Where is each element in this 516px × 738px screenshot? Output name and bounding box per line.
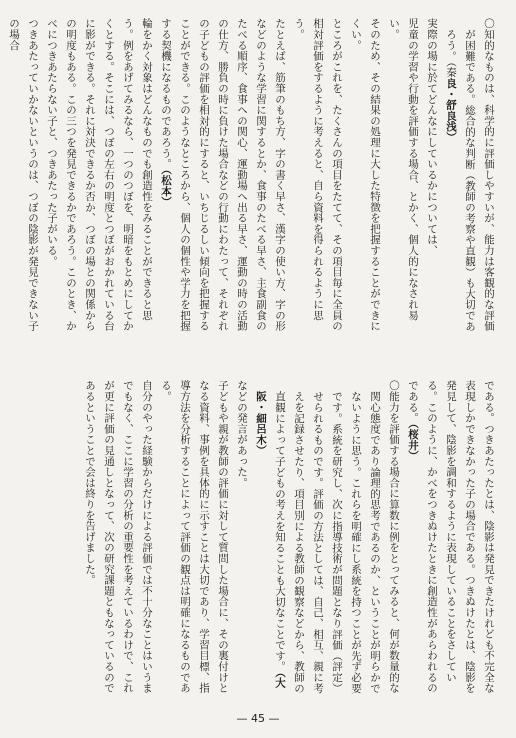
upper-text-block: [8, 18, 498, 336]
paragraph-not-reaching: つきあたっていかないというのは、つぼの陰影が発見できない子の場合: [8, 18, 39, 332]
paragraph-text: たとえば、筋筆のもち方、字の書く早さ、漢字の使い方、字の形などのような学習に関するとか、食事のたべる早さ、主食副食のたべる順序、食事への関心、運動場へ出る早さ、運動の時の活動の仕方、勝負の時に負けた場合などの行動にわたって、それぞれの子どもの評価を相対的にすると、いちじるしい傾向を把握することができる。このようなところから、個人の個性や学力を把握する契機になるものであろう。: [160, 18, 286, 332]
speaker-credit: （松本）: [160, 169, 172, 208]
paragraph-individual-tendency: 児童の学習や行動を評価する場合、とかく、個人的になされ易い。: [388, 18, 419, 321]
paragraph-conclusion: 自分のやった経験からだけによる評価では不十分なことはいうまでもなく、ここに学習の分析の重要性を考えているわけで、これが更に評価の見通しとなって、次の研究課題ともなっているのであるということで会は終りを告げました。: [84, 380, 153, 694]
paragraph-text: 〇能力を評価する場合に算数に例をとってみると、何が数量的な関心態度であり論理的思考であるのか、ということが明らかでないように思う。これらを明確にし系統を持つことが先ず必要です。系統を研究し、次に指導技術が問題となり評価（評定）せられるものです。評価の方法としては、自己、相互、親に考えを記録させたり、項目別による教師の観察などから、教師の直観によって子どもの考えを知ることも大切なことです。: [274, 380, 400, 694]
paragraph-examples: [156, 18, 289, 336]
paragraph-knowledge-evaluation: [441, 18, 498, 336]
paragraph-relative-evaluation: ところがこれを、たくさんの項目をたてて、その項目毎に全員の相対評価をするように考えると、自ら資料を得られるように思う。: [293, 18, 343, 332]
paragraph-practical-scene: 実際の場に於てどんなにしているかについては、: [426, 18, 438, 256]
paragraph-text: 〇知的なものは、科学的に評価しやすいが、能力は客観的な評価が困難である。総合的な判断（教師の考察や直観）も大切であろう。（秦: [445, 18, 495, 332]
paragraph-evidence: 子どもや親が教師の評価に対して質問した場合に、その裏付けとなる資料、事例を具体的に示すことは大切であり、学習目標、指導方法を分析することによって評価の観点は明確になるものである。: [160, 380, 229, 694]
paragraph-text: である。つきあたったとは、陰影は発見できたけれども不完全な表現しかできなかった子の場合である。つきぬけたとは、陰影を発見して、陰影を調和するように表現していることをさしている。このように、かべをつきぬけたときに創造性があらわれるのである。: [407, 380, 495, 694]
speaker-credit: （大阪・細呂木）: [255, 390, 286, 688]
paragraph-math-ability: [251, 380, 403, 698]
speaker-credit: 良・舒良浅）: [445, 77, 457, 143]
paragraph-remarks: などの発言があった。: [236, 380, 248, 488]
lower-text-block: [18, 380, 498, 698]
paragraph-creativity: 輪をかく対象はどんなものでも創造性をみることができると思う。例をあげてみるなら、一つのつぼを、明暗をもとめにしてかくとする。そこには、つぼの左右の明度とつぼがおかれている台に影ができる。それに対決できるか否か、つぼの場との関係からの明度もある。この三つを発見できるかであろう。このとき、かべにつきあたらない子と、つきあたった子がいる。: [46, 18, 153, 332]
paragraph-difficulty: そのため、その結果の処理に大した特徴を把握することができにくい。: [350, 18, 381, 332]
page-number: — 45 —: [236, 712, 280, 725]
speaker-credit: （桜井）: [407, 423, 419, 462]
paragraph-shadow-expression: [403, 380, 498, 698]
